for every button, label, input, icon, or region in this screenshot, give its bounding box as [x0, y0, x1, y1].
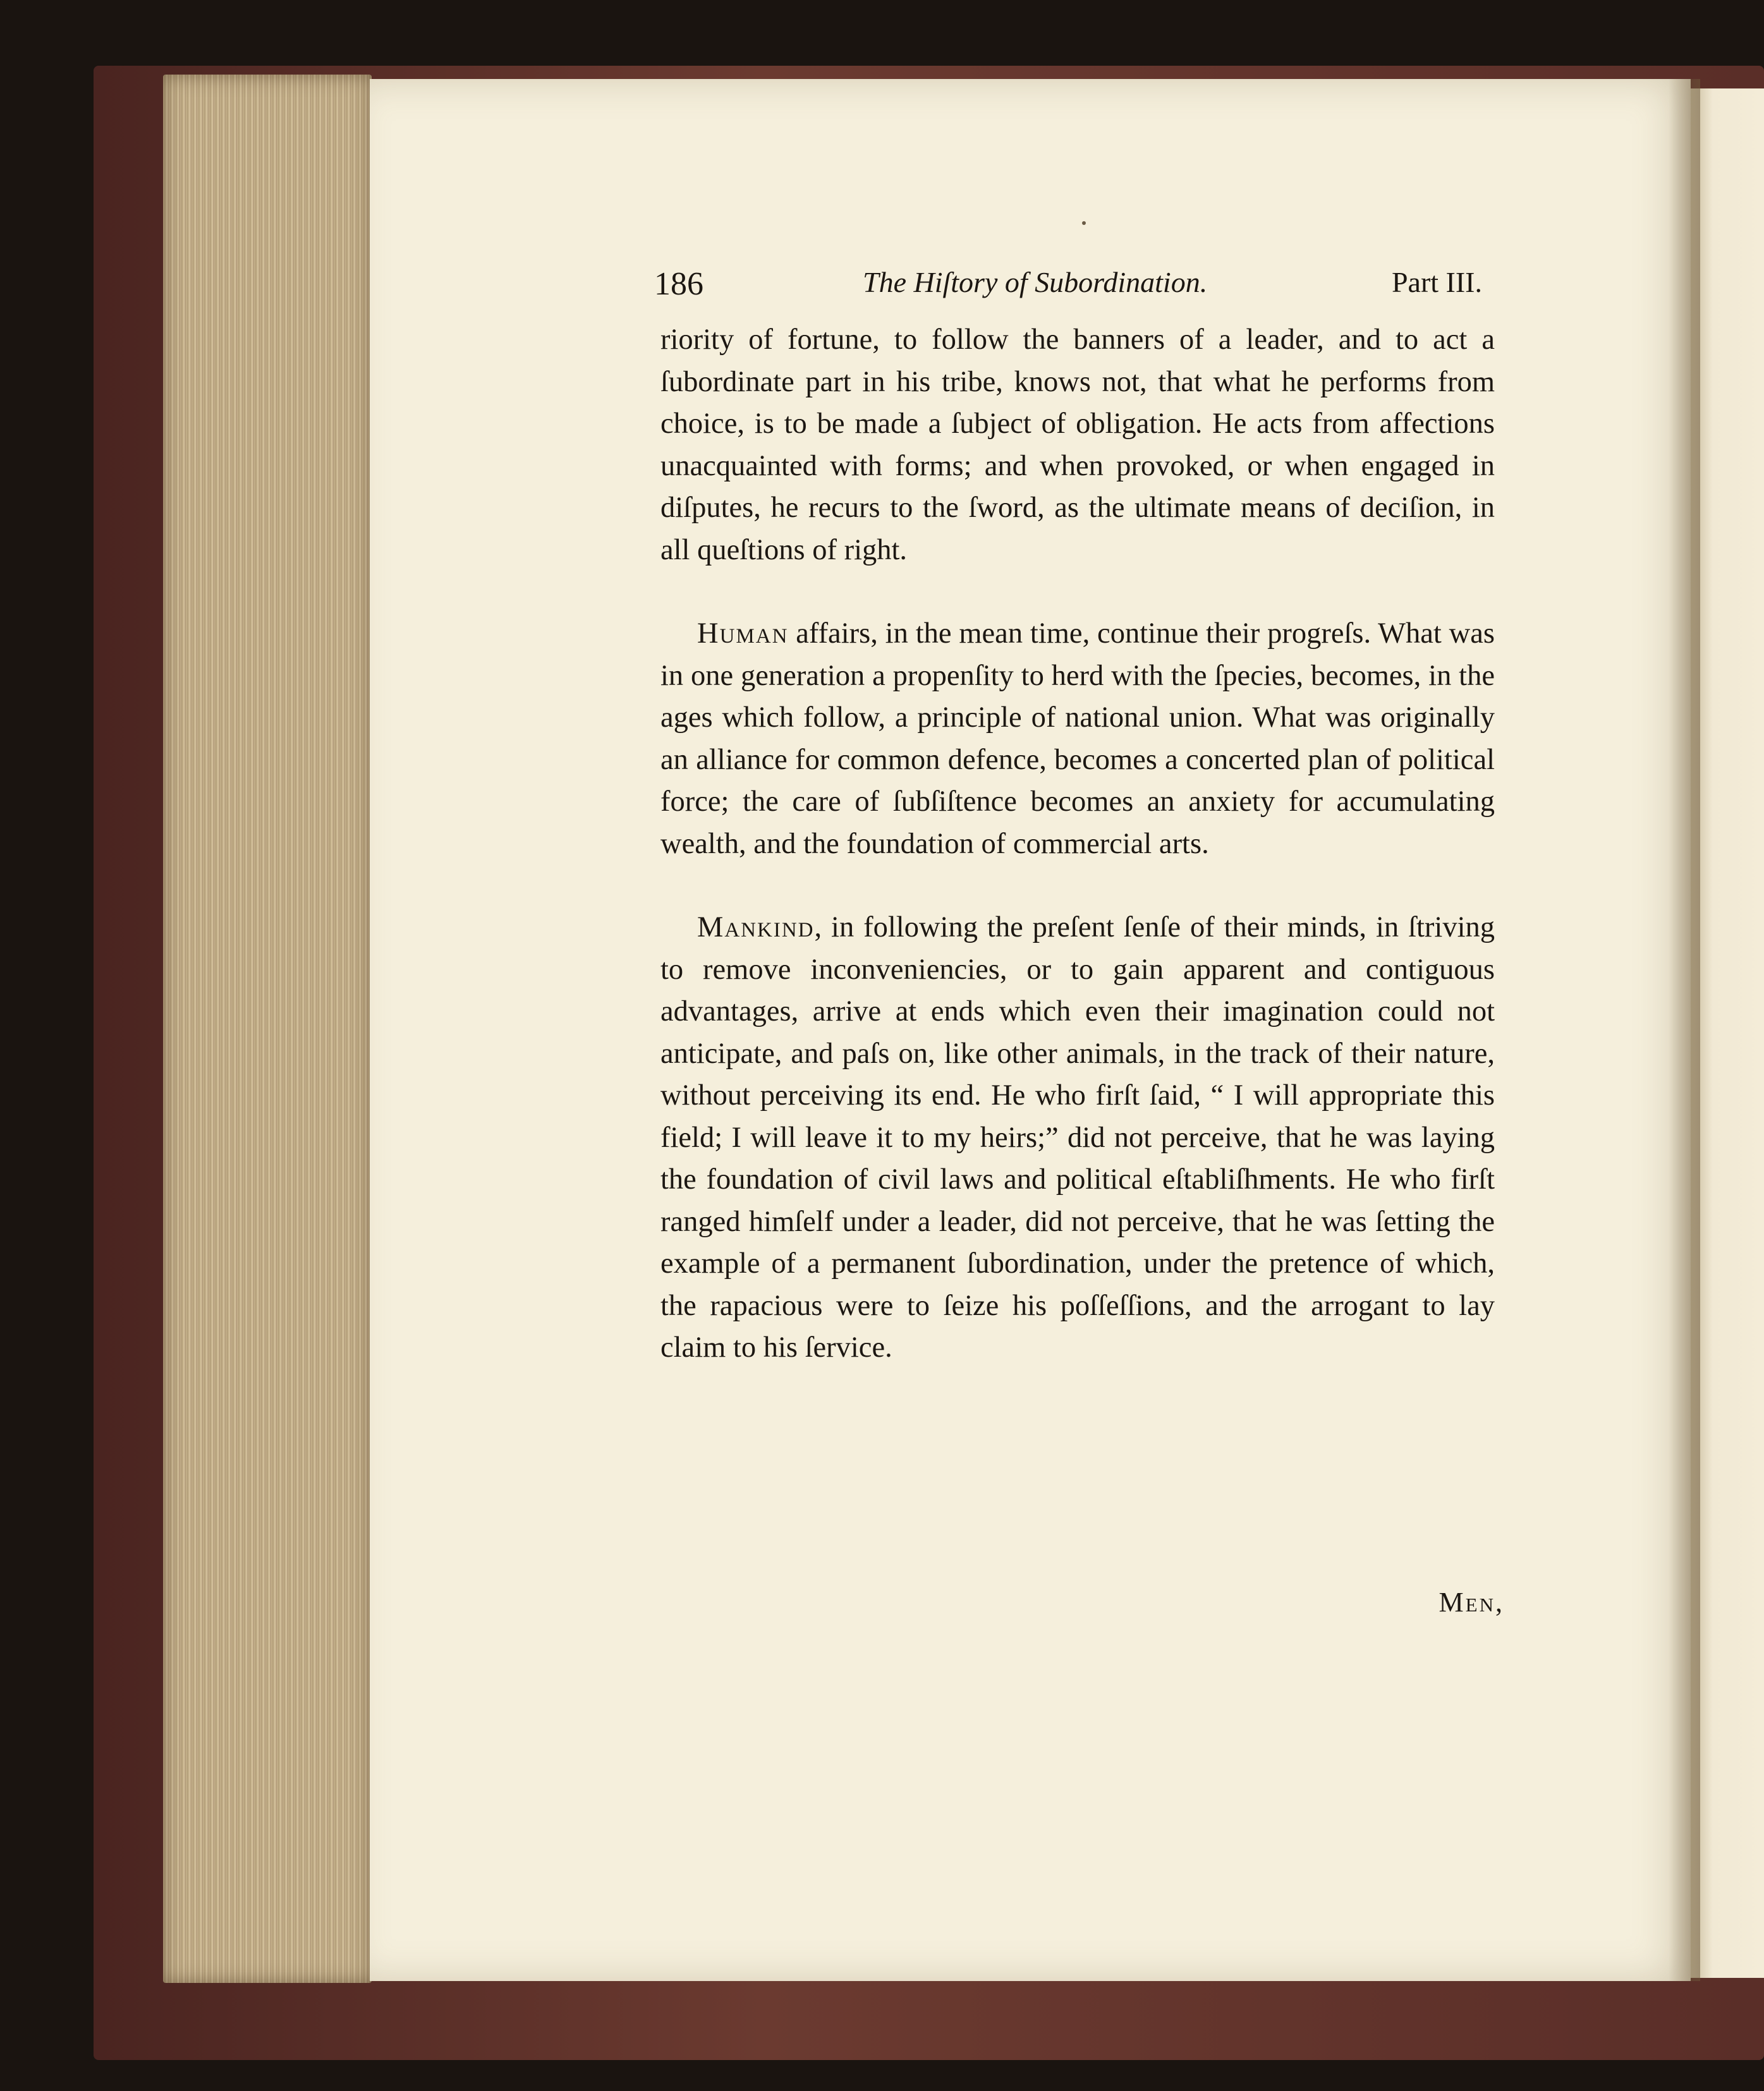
body-text — [660, 319, 1495, 1369]
paragraph-3 — [660, 907, 1495, 1369]
paragraph-text: , in following the preſent ſenſe of their minds, in ſtriving to remove inconveniencies, or to gain apparent and contiguous advantages, arrive at ends which even their imagination could not anticipate, and paſs on, like other animals, in the track of their nature, without perceiving its end. He who firſt ſaid, “ I will appropriate this field; I will leave it to my heirs;” did not perceive, that he was laying the foundation of civil laws and political eſtabliſhments. He who firſt ranged himſelf under a leader, did not perceive, that he was ſetting the example of a permanent ſubordination, under the pretence of which, the rapacious were to ſeize his poſſeſſions, and the arrogant to lay claim to his ſervice. — [660, 911, 1495, 1364]
paragraph-text: riority of fortune, to follow the banners of a leader, and to act a ſubordinate part in his tribe, knows not, that what he performs from choice, is to be made a ſubject of obligation. He acts from affections unacquainted with forms; and when provoked, or when engaged in diſputes, he recurs to the ſword, as the ultimate means of deciſion, in all queſtions of right. — [660, 324, 1495, 566]
page-edges — [163, 75, 372, 1983]
paragraph-lead: Human — [697, 617, 789, 650]
paragraph-1 — [660, 319, 1495, 571]
running-header — [654, 265, 1482, 316]
catchword: Men, — [1439, 1587, 1504, 1618]
gutter-shadow — [1669, 79, 1700, 1981]
ink-speck — [1082, 221, 1086, 225]
paragraph-text: affairs, in the mean time, continue their progreſs. What was in one generation a propenſity to herd with the ſpecies, becomes, in the ages which follow, a principle of national union. What was originally an alliance for common defence, becomes a concerted plan of political force; the care of ſubſiſtence becomes an anxiety for accumulating wealth, and the foundation of commercial arts. — [660, 617, 1495, 860]
paragraph-lead: Mankind — [697, 911, 815, 943]
running-title: The Hiſtory of Subordination. — [863, 266, 1208, 298]
facing-page — [1691, 88, 1764, 1978]
page-number: 186 — [654, 266, 703, 302]
part-label: Part III. — [1391, 266, 1482, 298]
paragraph-2 — [660, 613, 1495, 865]
